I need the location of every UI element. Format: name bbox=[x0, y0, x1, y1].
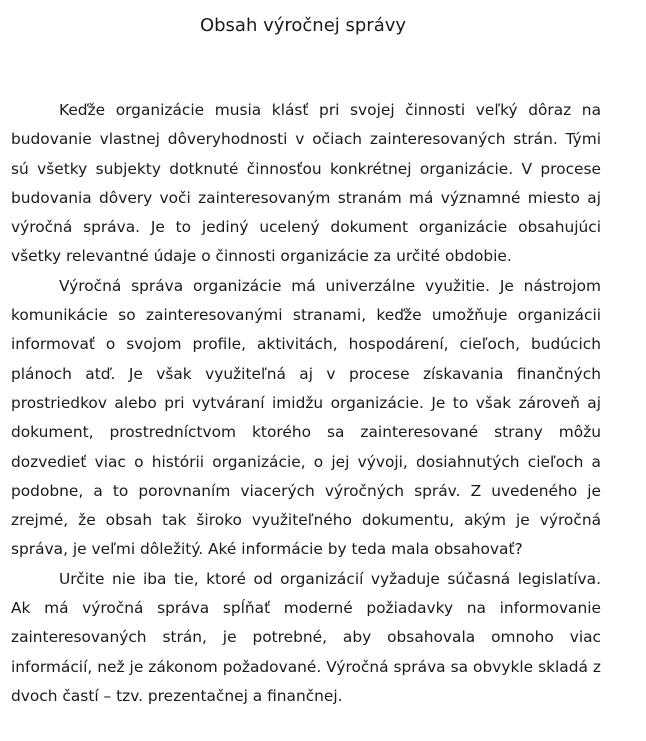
paragraph: Určite nie iba tie, ktoré od organizácií vyžaduje súčasná legislatíva. Ak má výročná správa spĺňať moderné požiadavky na informovanie zainteresovaných strán, je potrebné, aby obsahovala omnoho viac informácií, než je zákonom požadované. Výročná správa sa obvykle skladá z dvoch častí – tzv. prezentačnej a finančnej. bbox=[11, 569, 601, 705]
paragraph: Keďže organizácie musia klásť pri svojej činnosti veľký dôraz na budovanie vlastnej dôveryhodnosti v očiach zainteresovaných strán. Tými sú všetky subjekty dotknuté činnosťou konkrétnej organizácie. V procese budovania dôvery voči zainteresovaným stranám má významné miesto aj výročná správa. Je to jediný ucelený dokument organizácie obsahujúci všetky relevantné údaje o činnosti organizácie za určité obdobie. bbox=[11, 101, 601, 266]
page-title: Obsah výročnej správy bbox=[199, 15, 407, 36]
document-body bbox=[11, 96, 601, 711]
paragraph: Výročná správa organizácie má univerzálne využitie. Je nástrojom komunikácie so zainteresovanými stranami, keďže umožňuje organizácii informovať o svojom profile, aktivitách, hospodárení, cieľoch, budúcich plánoch atď. Je však využiteľná aj v procese získavania finančných prostriedkov alebo pri vytváraní imidžu organizácie. Je to však zároveň aj dokument, prostredníctvom ktorého sa zainteresované strany môžu dozvedieť viac o histórii organizácie, o jej vývoji, dosiahnutých cieľoch a podobne, a to porovnaním viacerých výročných správ. Z uvedeného je zrejmé, že obsah tak široko využiteľného dokumentu, akým je výročná správa, je veľmi dôležitý. Aké informácie by teda mala obsahovať? bbox=[11, 276, 601, 559]
